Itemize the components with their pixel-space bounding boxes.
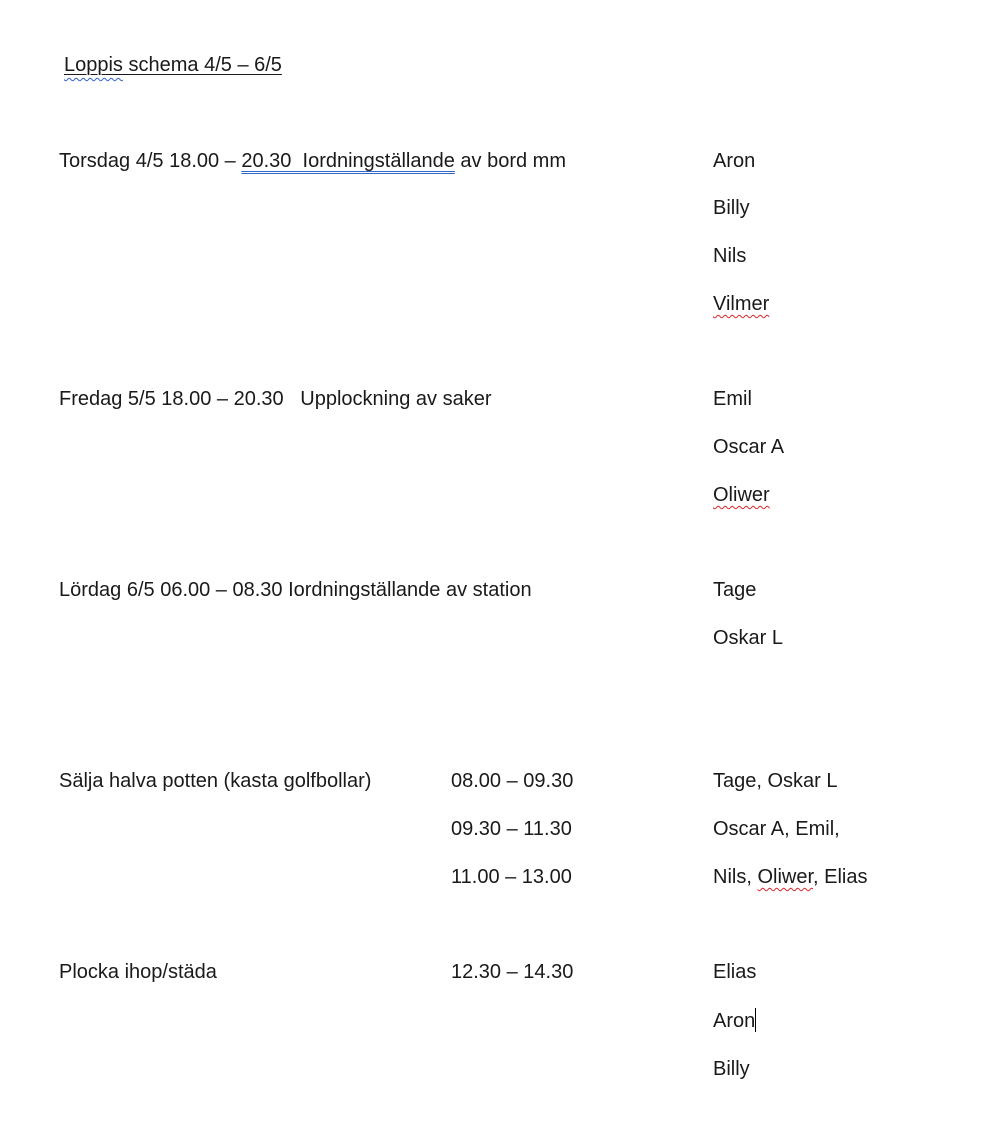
plocka-name-3[interactable]: Billy [713, 1058, 750, 1080]
salja-names-3-b: Oliwer [757, 866, 814, 888]
fredag-name-1[interactable]: Emil [713, 388, 752, 410]
torsdag-marked-text: 20.30 Iordningställande [241, 150, 455, 172]
salja-time-3[interactable]: 11.00 – 13.00 [451, 866, 572, 888]
plocka-name-1[interactable]: Elias [713, 961, 757, 983]
salja-names-3-a: Nils, [713, 866, 758, 888]
lordag-line[interactable]: Lördag 6/5 06.00 – 08.30 Iordningställande av station [59, 579, 532, 601]
title-word-loppis: Loppis [64, 54, 123, 76]
salja-time-1[interactable]: 08.00 – 09.30 [451, 770, 574, 792]
salja-names-2[interactable]: Oscar A, Emil, [713, 818, 840, 840]
salja-label[interactable]: Sälja halva potten (kasta golfbollar) [59, 770, 372, 792]
plocka-label[interactable]: Plocka ihop/städa [59, 961, 217, 983]
plocka-time[interactable]: 12.30 – 14.30 [451, 961, 574, 983]
salja-names-3[interactable] [713, 865, 868, 889]
torsdag-name-3[interactable]: Nils [713, 245, 747, 267]
title-rest: schema 4/5 – 6/5 [122, 54, 282, 76]
lordag-name-1[interactable]: Tage [713, 579, 757, 601]
document-title[interactable] [64, 53, 282, 77]
fredag-line[interactable]: Fredag 5/5 18.00 – 20.30 Upplockning av saker [59, 388, 492, 410]
salja-time-2[interactable]: 09.30 – 11.30 [451, 818, 572, 840]
torsdag-name-2[interactable]: Billy [713, 197, 750, 219]
text-cursor [755, 1008, 756, 1032]
fredag-name-2[interactable]: Oscar A [713, 436, 785, 458]
plocka-name-2[interactable] [713, 1008, 756, 1033]
lordag-name-2[interactable]: Oskar L [713, 627, 784, 649]
torsdag-suffix: av bord mm [454, 150, 567, 172]
torsdag-name-4[interactable] [713, 292, 769, 316]
salja-names-1[interactable]: Tage, Oskar L [713, 770, 838, 792]
fredag-name-3-text: Oliwer [713, 484, 770, 506]
plocka-name-2-text: Aron [713, 1010, 756, 1032]
torsdag-prefix: Torsdag 4/5 18.00 – [59, 150, 242, 172]
torsdag-name-1[interactable]: Aron [713, 150, 756, 172]
fredag-name-3[interactable] [713, 483, 770, 507]
torsdag-name-4-text: Vilmer [713, 293, 770, 315]
salja-names-3-c: , Elias [813, 866, 868, 888]
torsdag-line[interactable] [59, 149, 566, 173]
